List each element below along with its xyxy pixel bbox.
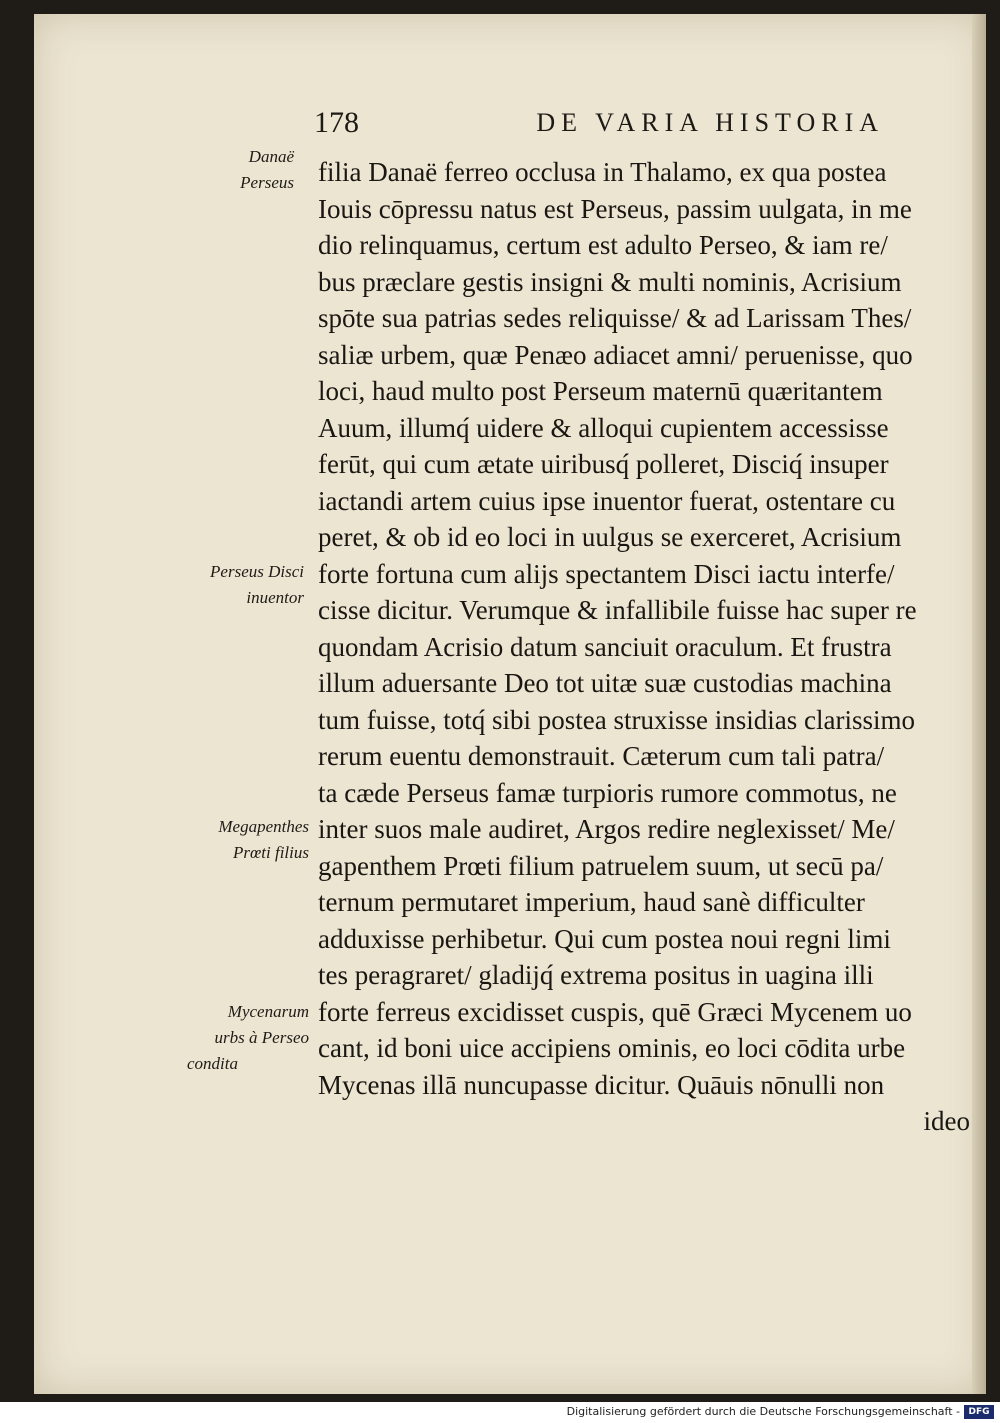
marginal-note-megapenthes (169, 814, 309, 866)
marginal-note-danae (154, 144, 294, 196)
marginal-note-line: Perseus (240, 173, 294, 192)
dfg-logo-icon: DFG (964, 1405, 994, 1419)
text-line: illum aduersante Deo tot uitæ suæ custodias machina (318, 668, 892, 698)
digitization-footer (0, 1402, 1000, 1423)
page-header (314, 106, 884, 146)
text-line: gapenthem Prœti filium patruelem suum, ut secū pa/ (318, 850, 884, 881)
text-line: forte ferreus excidisset cuspis, quē Græci Mycenem uo (318, 996, 912, 1027)
marginal-note-line: Danaë (248, 147, 294, 166)
text-line: loci, haud multo post Perseum maternū quæritantem (318, 376, 883, 406)
text-line: cant, id boni uice accipiens ominis, eo loci cōdita urbe (318, 1033, 906, 1063)
book-page (34, 14, 986, 1394)
text-line: bus præclare gestis insigni & multi nominis, Acrisium (318, 266, 902, 297)
marginal-note-line: condita (187, 1054, 238, 1073)
text-line: saliæ urbem, quæ Penæo adiacet amni/ peruenisse, quo (318, 339, 913, 370)
marginal-note-line: Megapenthes (218, 817, 309, 836)
page-number: 178 (314, 106, 359, 139)
text-line: peret, & ob id eo loci in uulgus se exerceret, Acrisium (318, 522, 902, 552)
marginal-note-mycenarum (169, 999, 309, 1077)
marginal-note-perseus-disci (164, 559, 304, 611)
text-line: Mycenas illā nuncupasse dicitur. Quāuis nōnulli non (318, 1069, 885, 1100)
text-line: tum fuisse, totq́ sibi postea struxisse insidias clarissimo (318, 704, 915, 735)
text-line: spōte sua patrias sedes reliquisse/ & ad Larissam Thes/ (318, 303, 912, 333)
catchword: ideo (923, 1106, 970, 1136)
text-line: Iouis cōpressu natus est Perseus, passim uulgata, in me (318, 193, 912, 224)
text-line: filia Danaë ferreo occlusa in Thalamo, ex qua postea (318, 157, 887, 187)
text-line: ternum permutaret imperium, haud sanè difficulter (318, 887, 865, 917)
text-line: cisse dicitur. Verumque & infallibile fuisse hac super re (318, 595, 917, 625)
text-line: quondam Acrisio datum sanciuit oraculum. Et frustra (318, 631, 892, 662)
marginal-note-line: Prœti filius (232, 843, 309, 862)
text-line: tes peragraret/ gladijq́ extrema positus in uagina illi (318, 960, 874, 990)
marginal-note-line: Mycenarum (227, 1002, 309, 1021)
text-line: inter suos male audiret, Argos redire neglexisset/ Me/ (318, 814, 895, 844)
body-text (318, 154, 978, 1140)
text-line: adduxisse perhibetur. Qui cum postea noui regni limi (318, 923, 891, 954)
funding-credit: Digitalisierung gefördert durch die Deutsche Forschungsgemeinschaft - (566, 1405, 960, 1418)
text-line: ferūt, qui cum ætate uiribusq́ polleret, Disciq́ insuper (318, 449, 889, 479)
text-line: Auum, illumq́ uidere & alloqui cupientem accessisse (318, 412, 889, 443)
marginal-note-line: Perseus Disci (210, 562, 304, 581)
marginal-note-line: urbs à Perseo (214, 1028, 309, 1047)
text-line: dio relinquamus, certum est adulto Perseo, & iam re/ (318, 230, 888, 260)
text-line: ta cæde Perseus famæ turpioris rumore commotus, ne (318, 777, 897, 808)
text-line: rerum euentu demonstrauit. Cæterum cum tali patra/ (318, 741, 885, 771)
marginal-note-line: inuentor (246, 588, 304, 607)
running-title: DE VARIA HISTORIA (536, 108, 884, 137)
text-line: iactandi artem cuius ipse inuentor fuerat, ostentare cu (318, 485, 896, 516)
text-line: forte fortuna cum alijs spectantem Disci iactu interfe/ (318, 558, 895, 589)
